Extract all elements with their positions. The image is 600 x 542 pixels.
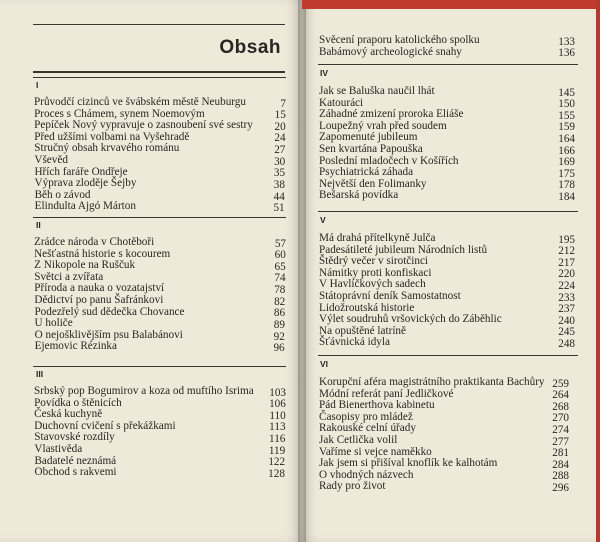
toc-entry-page: 113	[269, 421, 286, 434]
toc-entry-page: 240	[558, 314, 575, 327]
toc-entry-title: Největší den Folimanky	[319, 177, 427, 190]
toc-entry-title: Pád Bienerthova kabinetu	[319, 399, 435, 412]
toc-entry-page: 15	[274, 109, 286, 122]
toc-entry-page: 20	[274, 120, 286, 133]
toc-entry-page: 195	[558, 233, 575, 246]
toc-entry-page: 184	[558, 190, 575, 203]
toc-entry-title: Příroda a nauka o vozatajství	[34, 282, 165, 295]
toc-entry-page: 89	[273, 319, 285, 332]
toc-entry-page: 259	[552, 377, 569, 390]
toc-entry-title: Rakouské celní úřady	[319, 422, 416, 435]
toc-entry-title: Pepíček Nový vypravuje o zasnoubení své sestry	[34, 119, 253, 132]
toc-entry-title: Před užšími volbami na Vyšehradě	[34, 130, 190, 143]
toc-entry-title: Katouráci	[319, 96, 364, 109]
section-rule	[318, 355, 578, 356]
toc-entry-page: 274	[552, 423, 569, 436]
toc-entry-page: 169	[558, 156, 575, 169]
toc-entry-title: Srbský pop Bogumirov a koza od muftího Isrima	[34, 385, 254, 397]
toc-entry-page: 133	[558, 35, 575, 48]
toc-entry-title: Nešťastná historie s kocourem	[34, 247, 171, 260]
toc-entry-page: 119	[268, 444, 286, 457]
toc-entry-title: Námitky proti konfiskaci	[319, 266, 432, 279]
toc-entry-page: 175	[558, 167, 575, 180]
section-number: I	[36, 80, 39, 90]
toc-entry-title: Státoprávní deník Samostatnost	[319, 290, 461, 302]
toc-entry-title: Svěcení praporu katolického spolku	[319, 34, 480, 46]
toc-entry-page: 281	[552, 447, 569, 460]
toc-entry-page: 96	[273, 342, 285, 355]
toc-entry-title: Podezřelý sud dědečka Chovance	[34, 305, 185, 318]
red-edge-right	[596, 0, 600, 542]
toc-entry-page: 86	[273, 307, 286, 320]
toc-entry-title: Psychiatrická záhada	[319, 166, 414, 179]
toc-entry-page: 65	[274, 260, 286, 273]
section-number: III	[36, 369, 44, 379]
toc-entry-page: 35	[273, 167, 286, 180]
toc-entry-title: Sen kvartána Papouška	[319, 143, 423, 155]
toc-entry-title: Poslední mladočech v Košířích	[319, 154, 459, 167]
toc-entry-page: 106	[269, 398, 286, 411]
toc-entry-page: 264	[552, 389, 569, 402]
page-title: Obsah	[219, 37, 281, 58]
toc-entry-title: Padesátileté jubileum Národních listů	[319, 243, 488, 256]
toc-entry-title: V Havlíčkových sadech	[319, 278, 426, 291]
toc-entry-page: 116	[269, 433, 286, 446]
toc-entry-page: 74	[274, 272, 286, 285]
toc-entry-page: 212	[558, 245, 575, 258]
section-rule	[33, 217, 286, 218]
toc-entry-title: Ejemovic Rézinka	[34, 340, 117, 353]
toc-entry-page: 268	[552, 400, 569, 413]
toc-entry-title: Česká kuchyně	[34, 408, 103, 421]
toc-entry-page: 30	[274, 155, 286, 168]
toc-entry-title: Vlastivěda	[34, 443, 83, 455]
toc-entry-title: Má drahá přítelkyně Julča	[319, 232, 436, 244]
toc-entry-title: Dědictví po panu Šafránkovi	[34, 294, 164, 306]
toc-entry-page: 159	[558, 121, 575, 134]
toc-entry-page: 136	[558, 47, 575, 60]
section-rule	[318, 64, 578, 65]
section-number: IV	[320, 68, 329, 78]
toc-entry-title: Obchod s rakvemi	[34, 466, 117, 479]
toc-entry-page: 245	[558, 326, 575, 339]
title-box	[33, 24, 285, 73]
toc-entry-page: 224	[558, 279, 575, 292]
toc-entry-page: 57	[274, 237, 286, 250]
toc-entry-page: 44	[273, 190, 285, 203]
toc-entry-page: 145	[558, 86, 575, 99]
toc-entry-title: Na opuštěné latríně	[319, 324, 406, 337]
toc-entry-page: 270	[552, 412, 569, 425]
toc-entry-title: Časopisy pro mládež	[319, 410, 413, 423]
toc-entry-title: Výprava zloděje Šejby	[34, 177, 137, 190]
book-gutter	[298, 0, 306, 542]
toc-entry-page: 27	[274, 144, 286, 157]
toc-entry-page: 217	[558, 256, 575, 269]
toc-entry-page: 7	[280, 97, 286, 110]
toc-entry-title: Babámový archeologické snahy	[319, 45, 462, 58]
toc-entry-title: Rady pro život	[319, 480, 386, 493]
toc-entry-title: Jak Cetlička volil	[319, 434, 398, 446]
toc-entry-page: 128	[268, 468, 285, 481]
toc-entry-title: Stavovské rozdíly	[34, 431, 115, 444]
toc-entry-page: 24	[274, 132, 286, 145]
toc-entry-title: O nejošklivějším psu Balabánovi	[34, 328, 183, 341]
section-number: VI	[320, 359, 329, 369]
toc-entry-title: Duchovní cvičení s překážkami	[34, 419, 176, 432]
toc-entry-title: Bešarská povídka	[319, 189, 399, 202]
toc-entry-page: 166	[558, 144, 575, 157]
toc-entry-title: Šťávnická idyla	[319, 336, 390, 349]
toc-entry-title: Badatelé neznámá	[34, 454, 117, 467]
toc-entry-page: 38	[273, 179, 285, 192]
toc-entry-title: Proces s Chámem, synem Noemovým	[34, 107, 205, 120]
toc-entry-title: Lidožroutská historie	[319, 301, 415, 314]
toc-entry-page: 284	[552, 458, 569, 471]
toc-entry-page: 277	[552, 435, 569, 448]
toc-entry-title: Výlet soudruhů vršovických do Záběhlic	[319, 313, 502, 326]
section-rule	[318, 211, 578, 212]
toc-entry-title: Jak se Baluška naučil lhát	[319, 85, 435, 97]
toc-entry-title: Průvodčí cizinců ve švábském městě Neuburgu	[34, 96, 246, 108]
toc-entry-page: 110	[269, 409, 286, 422]
section-number: V	[320, 215, 326, 225]
toc-entry-page: 103	[269, 386, 286, 399]
toc-entry-page: 296	[552, 481, 569, 494]
section-rule	[33, 366, 286, 367]
toc-entry-page: 92	[273, 330, 285, 343]
toc-entry-page: 51	[273, 202, 285, 215]
toc-entry-page: 150	[558, 98, 575, 111]
toc-entry-title: Z Nikopole na Ruščuk	[34, 259, 136, 272]
toc-entry-title: O vhodných názvech	[319, 468, 414, 481]
toc-entry-page: 155	[558, 109, 575, 122]
toc-entry-title: Běh o závod	[34, 188, 91, 201]
toc-entry-title: Povídka o štěnicích	[34, 396, 122, 409]
red-edge-top	[302, 0, 600, 9]
section-number: II	[36, 220, 41, 230]
toc-entry-title: Hřích faráře Ondřeje	[34, 165, 128, 178]
section-rule	[33, 77, 286, 78]
toc-entry-title: U holiče	[34, 317, 73, 330]
toc-entry-title: Zapomenuté jubileum	[319, 131, 418, 144]
toc-entry-title: Světci a zvířata	[34, 270, 104, 283]
toc-entry-page: 220	[558, 268, 575, 281]
toc-entry-page: 78	[274, 284, 286, 297]
toc-entry-page: 122	[268, 456, 286, 469]
toc-entry-title: Vševěd	[34, 154, 68, 166]
toc-entry-title: Štědrý večer v sirotčinci	[319, 255, 429, 268]
toc-entry-title: Vaříme si vejce naměkko	[319, 445, 432, 458]
toc-entry-page: 178	[558, 179, 575, 192]
toc-entry-title: Módní referát paní Jedličkové	[319, 387, 454, 400]
toc-entry-page: 288	[552, 470, 569, 483]
toc-entry-page: 237	[558, 303, 575, 316]
toc-entry-title: Jak jsem si přišíval knoflík ke kalhotám	[319, 457, 498, 470]
toc-entry-page: 164	[558, 132, 575, 145]
toc-entry-title: Korupční aféra magistrátního praktikanta Bachůry	[319, 376, 545, 388]
toc-entry-page: 233	[558, 291, 575, 304]
toc-entry-page: 82	[274, 295, 286, 308]
toc-entry-title: Loupežný vrah před soudem	[319, 119, 447, 132]
toc-entry-title: Stručný obsah krvavého románu	[34, 142, 180, 155]
toc-entry-page: 248	[558, 337, 575, 350]
toc-entry-page: 60	[274, 249, 286, 262]
toc-entry-title: Elindulta Ajgó Márton	[34, 200, 136, 213]
toc-entry-title: Zrádce národa v Chotěboři	[34, 236, 155, 248]
toc-entry-title: Záhadné zmizení proroka Eliáše	[319, 108, 464, 121]
